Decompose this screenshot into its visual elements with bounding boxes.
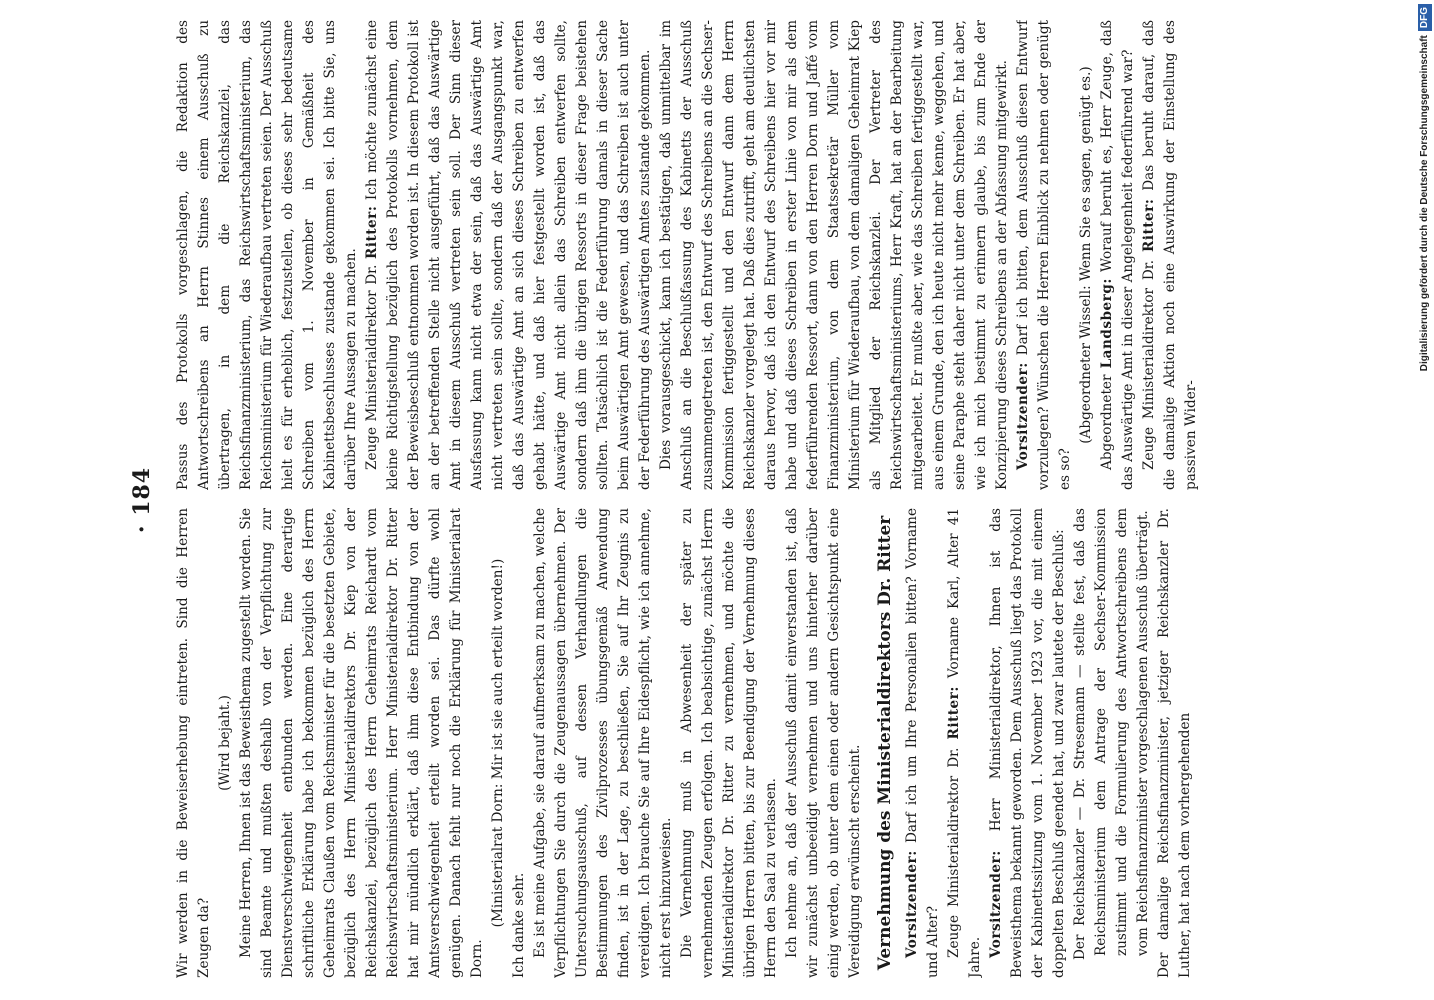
paragraph: [1139, 20, 1202, 490]
paragraph: Dies vorausgeschickt, kann ich bestätigen, daß unmittelbar im Anschluß an die Beschlußfassung des Kabinetts der Ausschuß zusammengetreten ist, den Entwurf des Schreibens an die Sechser-Kommission fertiggestellt und den Entwurf dann dem Herrn Reichskanzler vorgelegt hat. Daß dies zutrifft, geht am deutlichsten daraus hervor, daß ich den Entwurf des Schreibens hier vor mir habe und daß dieses Schreiben in erster Linie von mir als dem federführenden Ressort, dann von den Herren Dorn und Jaffé vom Finanzministerium, von dem Staatssekretär Müller vom Ministerium für Wiederaufbau, von dem damaligen Geheimrat Kiep als Mitglied der Reichskanzlei. Der Vertreter des Reichswirtschaftsministeriums, Herr Kraft, hat an der Bearbeitung mitgearbeitet. Er mußte aber, wie das Schreiben fertiggestellt war, aus einem Grunde, den ich heute nicht mehr kenne, weggehen, und seine Paraphe steht daher nicht unter dem Schreiben. Er hat aber, wie ich mich bestimmt zu erinnern glaube, bis zum Ende der Konzipierung dieses Schreibens an der Abfassung mitgewirkt.: [658, 20, 1010, 490]
paragraph: Ich nehme an, daß der Ausschuß damit einverstanden ist, daß wir zunächst unbeeidigt vernehmen und uns hinterher darüber einig werden, ob unter dem einen oder andern Gesichtspunkt eine Vereidigung erwünscht erscheint.: [784, 508, 863, 978]
paragraph: [1013, 20, 1076, 490]
paragraph: Ich danke sehr.: [511, 872, 527, 978]
speaker-lead: Abgeordneter: [1099, 374, 1115, 470]
rotated-document-page: [115, 0, 1235, 1000]
speaker-name: Landsberg:: [1099, 278, 1115, 369]
paragraph: [902, 508, 944, 978]
left-text-column: [173, 508, 1223, 978]
page-number: · 184: [129, 466, 155, 534]
parenthetical-remark: (Wird bejaht.): [217, 695, 233, 791]
speaker-lead: Zeuge Ministerialdirektor Dr.: [946, 747, 962, 958]
speech-text: Ich möchte zunächst eine kleine Richtigstellung bezüglich des Protokolls vornehmen, dem der Beweisbeschluß entnommen worden ist. In diesem Protokoll ist an der betreffenden Stelle nicht ausgeführt, daß das Auswärtige Amt in diesem Ausschuß vertreten sein soll. Der Sinn dieser Ausfassung kann nicht etwa der sein, daß das Auswärtige Amt nicht vertreten sein sollte, sondern daß der Ausgangspunkt war, daß das Auswärtige Amt an sich dieses Schreiben zu entwerfen gehabt hätte, und daß hier festgestellt worden ist, daß das Auswärtige Amt nicht allein das Schreiben entwerfen sollte, sondern daß ihm die übrigen Ressorts in dieser Frage beistehen sollten. Tatsächlich ist die Federführung damals in dieser Sache beim Auswärtigen Amt gewesen, und das Schreiben ist auch unter der Federführung des Auswärtigen Amtes zustande gekommen.: [364, 20, 653, 490]
speech-text: Darf ich bitten, dem Ausschuß diesen Entwurf vorzulegen? Wünschen die Herren Einblick zu nehmen oder genügt es so?: [1015, 20, 1073, 490]
speech-text: Herr Ministerialdirektor, Ihnen ist das Beweisthema bekannt geworden. Dem Ausschuß liegt das Protokoll der Kabinettssitzung vom 1. November 1923 vor, die mit einem doppelten Beschluß geendet hat, und zwar lautete der Beschluß:: [988, 508, 1067, 978]
paragraph: [944, 508, 986, 978]
speaker-name: Vorsitzender:: [904, 850, 920, 958]
paragraph: [362, 20, 656, 490]
paragraph: Passus des Protokolls vorgeschlagen, die Redaktion des Antwortschreibens an Herrn Stinnes einem Ausschuß zu übertragen, in dem die Reichskanzlei, das Reichsfinanzministerium, das Reichswirtschaftsministerium, das Reichsministerium für Wiederaufbau vertreten seien. Der Ausschuß hielt es für erheblich, festzustellen, ob dieses sehr bedeutsame Schreiben vom 1. November in Gemäßheit des Kabinettsbeschlusses zustande gekommen sei. Ich bitte Sie, uns darüber Ihre Aussagen zu machen.: [175, 20, 359, 490]
speaker-name: Ritter:: [1141, 198, 1157, 252]
speaker-name: Vorsitzender:: [1015, 362, 1031, 470]
dfg-logo: DFG: [1418, 4, 1432, 31]
paragraph: Wir werden in die Beweiserhebung eintreten. Sind die Herren Zeugen da?: [175, 508, 212, 978]
speech-text: Vorname Karl, Alter 41 Jahre.: [946, 508, 983, 978]
speaker-name: Ritter:: [364, 205, 380, 260]
paragraph: Es ist meine Aufgabe, sie darauf aufmerksam zu machen, welche Verpflichtungen Sie durch die Zeugenaussagen übernehmen. Der Untersuchungsausschuß, auf dessen Verhandlungen die Bestimmungen des Zivilprozesses übungsgemäß Anwendung finden, ist in der Lage, zu beschließen, Sie auf Ihr Zeugnis zu vereidigen. Ich brauche Sie auf Ihre Eidespflicht, wie ich annehme, nicht erst hinzuweisen.: [532, 508, 674, 978]
paragraph: [1097, 20, 1139, 490]
credit-text: Digitalisierung gefördert durch die Deutsche Forschungsgemeinschaft: [1419, 35, 1430, 372]
paragraph: Die Vernehmung muß in Abwesenheit der später zu vernehmenden Zeugen erfolgen. Ich beabsichtige, zunächst Herrn Ministerialdirektor Dr. Ritter zu vernehmen, und möchte die übrigen Herren bitten, bis zur Beendigung der Vernehmung dieses Herrn den Saal zu verlassen.: [679, 508, 779, 978]
parenthetical-remark: (Abgeordneter Wissell: Wenn Sie es sagen, genügt es.): [1078, 66, 1094, 444]
parenthetical-remark: (Ministerialrat Dorn: Mir ist sie auch erteilt worden!): [490, 558, 506, 928]
speaker-lead: Zeuge Ministerialdirektor Dr.: [364, 264, 380, 470]
speaker-name: Ritter:: [946, 686, 962, 740]
paragraph: Meine Herren, Ihnen ist das Beweisthema zugestellt worden. Sie sind Beamte und mußten deshalb von der Verpflichtung zur Dienstverschwiegenheit entbunden werden. Eine derartige schriftliche Erklärung habe ich bekommen bezüglich des Herrn Geheimrats Claußen vom Reichsminister für die besetzten Gebiete, bezüglich des Herrn Ministerialdirektors Dr. Kiep von der Reichskanzlei, bezüglich des Herrn Geheimrats Reichardt vom Reichswirtschaftsministerium. Herr Ministerialdirektor Dr. Ritter hat mir mündlich erklärt, daß ihm diese Entbindung von der Amtsverschwiegenheit erteilt worden sei. Das dürfte wohl genügen. Danach fehlt nur noch die Erklärung für Ministerialrat Dorn.: [238, 508, 485, 978]
paragraph: [986, 508, 1070, 978]
speech-text: Worauf beruht es, Herr Zeuge, daß das Auswärtige Amt in dieser Angelegenheit federführend war?: [1099, 20, 1136, 490]
digitization-credit: [1415, 4, 1434, 996]
paragraph: Der damalige Reichsfinanzminister, jetziger Reichskanzler Dr. Luther, hat nach dem vorhergehenden: [1156, 508, 1193, 978]
speaker-name: Vorsitzender:: [988, 850, 1004, 958]
speaker-lead: Zeuge Ministerialdirektor Dr.: [1141, 259, 1157, 470]
digitization-credit-sidebar: [1415, 4, 1434, 996]
section-heading: Vernehmung des Ministerialdirektors Dr. Ritter: [875, 515, 895, 971]
right-text-column: [173, 20, 1223, 490]
speech-text: Das beruht darauf, daß die damalige Aktion noch eine Auswirkung der Einstellung des passiven Wider-: [1141, 20, 1199, 490]
speech-text: Darf ich um Ihre Personalien bitten? Vorname und Alter?: [904, 508, 941, 978]
quoted-resolution: Der Reichskanzler — Dr. Stresemann — stellte fest, daß das Reichsministerium dem Antrage der Sechser-Kommission zustimmt und die Formulierung des Antwortschreibens dem vom Reichsfinanzminister vorgeschlagenen Ausschuß überträgt.: [1072, 508, 1151, 960]
